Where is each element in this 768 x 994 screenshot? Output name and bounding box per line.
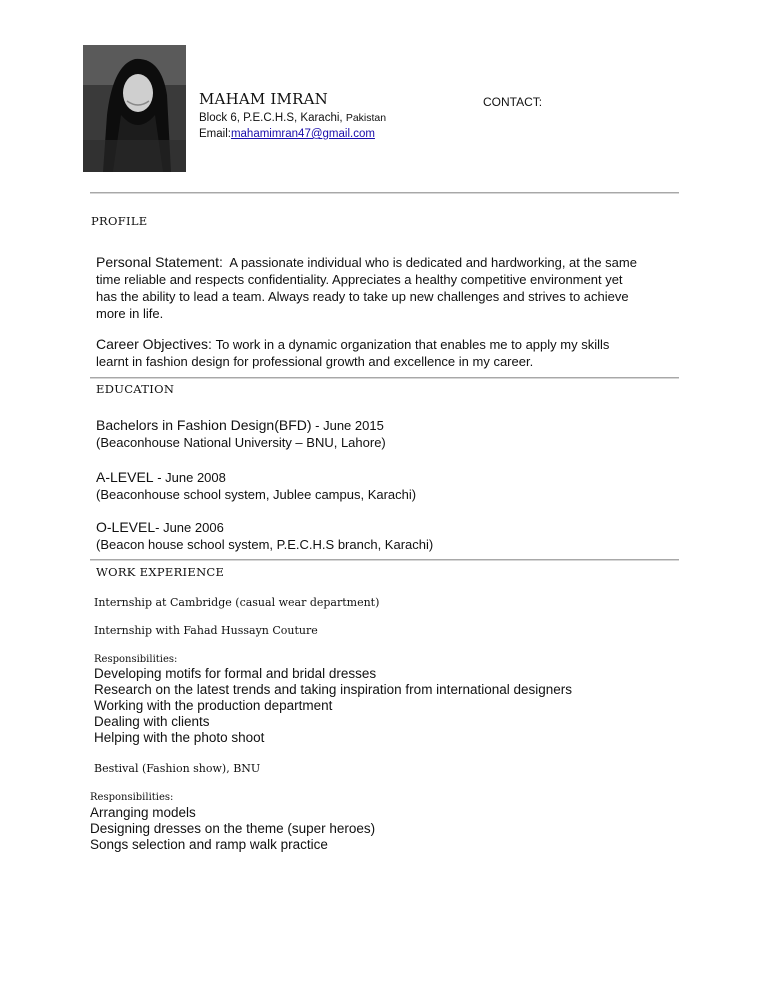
objectives-label: Career Objectives:: [96, 336, 212, 352]
career-objectives: [96, 336, 686, 370]
email-label: Email:: [199, 128, 231, 140]
education-date: - June 2008: [153, 470, 226, 485]
statement-label: Personal Statement:: [96, 254, 223, 270]
statement-line: time reliable and respects confidentiality. Appreciates a healthy competitive environment yet: [96, 272, 623, 287]
objectives-line: learnt in fashion design for professional growth and excellence in my career.: [96, 354, 534, 369]
education-divider: [90, 559, 679, 561]
list-item: Research on the latest trends and taking inspiration from international designers: [94, 682, 573, 697]
profile-heading: PROFILE: [91, 214, 148, 228]
education-title: Bachelors in Fashion Design(BFD): [96, 417, 312, 433]
education-item: [96, 469, 416, 503]
responsibilities-list: [94, 666, 572, 746]
list-item: Designing dresses on the theme (super heroes): [90, 821, 376, 836]
list-item: Developing motifs for formal and bridal dresses: [94, 666, 377, 681]
contact-label: CONTACT:: [483, 95, 543, 109]
list-item: Arranging models: [90, 805, 196, 820]
responsibilities-label: Responsibilities:: [94, 654, 178, 665]
education-item: [96, 519, 433, 553]
list-item: Songs selection and ramp walk practice: [90, 837, 328, 852]
objectives-line: To work in a dynamic organization that enables me to apply my skills: [215, 337, 610, 352]
education-item: [96, 417, 386, 451]
education-title: O-LEVEL: [96, 519, 156, 535]
header-divider: [90, 192, 679, 194]
statement-line: has the ability to lead a team. Always ready to take up new challenges and strives to achieve: [96, 289, 629, 304]
responsibilities-label: Responsibilities:: [90, 792, 174, 803]
education-date: - June 2006: [155, 520, 224, 535]
work-heading: WORK EXPERIENCE: [96, 565, 225, 579]
education-detail: (Beacon house school system, P.E.C.H.S branch, Karachi): [96, 537, 434, 552]
education-title: A-LEVEL: [96, 469, 154, 485]
address: [199, 112, 386, 124]
email-line: [199, 128, 375, 140]
profile-divider: [90, 377, 679, 379]
education-heading: EDUCATION: [96, 382, 175, 396]
internship-entry: Internship with Fahad Hussayn Couture: [94, 624, 318, 637]
personal-statement: [96, 254, 686, 322]
profile-photo: [83, 45, 186, 172]
education-detail: (Beaconhouse National University – BNU, Lahore): [96, 435, 386, 450]
email-link[interactable]: mahamimran47@gmail.com: [230, 128, 375, 140]
person-photo-icon: [83, 45, 186, 172]
statement-line: more in life.: [96, 306, 164, 321]
statement-line: A passionate individual who is dedicated and hardworking, at the same: [229, 255, 637, 270]
responsibilities-list: [90, 805, 375, 853]
address-street: Block 6, P.E.C.H.S, Karachi,: [199, 112, 343, 124]
education-date: - June 2015: [311, 418, 384, 433]
education-detail: (Beaconhouse school system, Jublee campus, Karachi): [96, 487, 417, 502]
address-country: Pakistan: [345, 112, 387, 124]
event-entry: Bestival (Fashion show), BNU: [94, 762, 261, 775]
list-item: Helping with the photo shoot: [94, 730, 265, 745]
candidate-name: MAHAM IMRAN: [199, 90, 328, 108]
list-item: Dealing with clients: [94, 714, 210, 729]
internship-entry: Internship at Cambridge (casual wear department): [94, 596, 380, 609]
list-item: Working with the production department: [94, 698, 333, 713]
